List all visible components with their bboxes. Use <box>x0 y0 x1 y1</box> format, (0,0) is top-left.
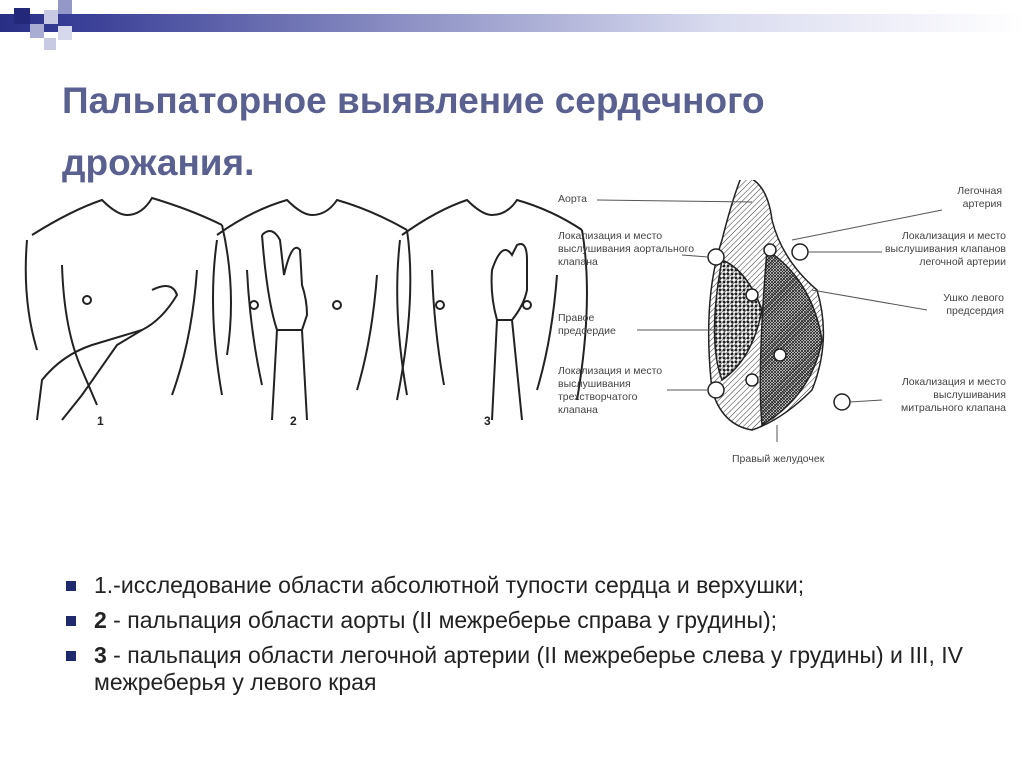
slide-title: Пальпаторное выявление сердечного дрожания. <box>62 80 765 183</box>
decor-square <box>14 8 30 24</box>
label-aortic-valve: Локализация и место выслушивания аортального клапана <box>558 230 695 268</box>
palpation-illustration <box>22 180 1006 480</box>
label-right-atrium: Правое предсердие <box>558 312 616 337</box>
panel-number-2: 2 <box>290 414 297 428</box>
torso-figure-1 <box>26 198 231 420</box>
torso-figure-2 <box>213 200 410 420</box>
label-right-ventricle: Правый желудочек <box>732 453 825 465</box>
bullet-item-3: 3 - пальпация области легочной артерии (II межреберье слева у грудины) и III, IV межреберья у левого края <box>66 642 986 696</box>
bullet-item-2: 2 - пальпация области аорты (II межреберье справа у грудины); <box>66 607 986 634</box>
bullet-square-icon <box>66 616 76 626</box>
decor-square <box>30 24 44 38</box>
bullet-list <box>66 572 986 704</box>
bullet-item-1: 1.-исследование области абсолютной тупости сердца и верхушки; <box>66 572 986 599</box>
decor-square <box>44 10 58 24</box>
heart-diagram <box>708 180 850 430</box>
panel-number-3: 3 <box>484 414 491 428</box>
decor-square <box>44 38 56 50</box>
label-pulmonary-valve: Локализация и место выслушивания клапанов легочной артерии <box>884 230 1006 268</box>
panel-number-1: 1 <box>97 414 104 428</box>
label-pulmonary-artery: Легочная артерия <box>957 185 1002 210</box>
decor-square <box>58 26 72 40</box>
decor-square <box>58 0 72 14</box>
label-mitral-valve: Локализация и место выслушивания митрального клапана <box>900 376 1006 414</box>
label-tricuspid-valve: Локализация и место выслушивания трехстворчатого клапана <box>558 365 663 416</box>
bullet-square-icon <box>66 651 76 661</box>
header-gradient-bar <box>0 14 1024 32</box>
label-left-auricle: Ушко левого предсердия <box>943 292 1004 317</box>
bullet-square-icon <box>66 581 76 591</box>
label-aorta: Аорта <box>558 193 587 205</box>
